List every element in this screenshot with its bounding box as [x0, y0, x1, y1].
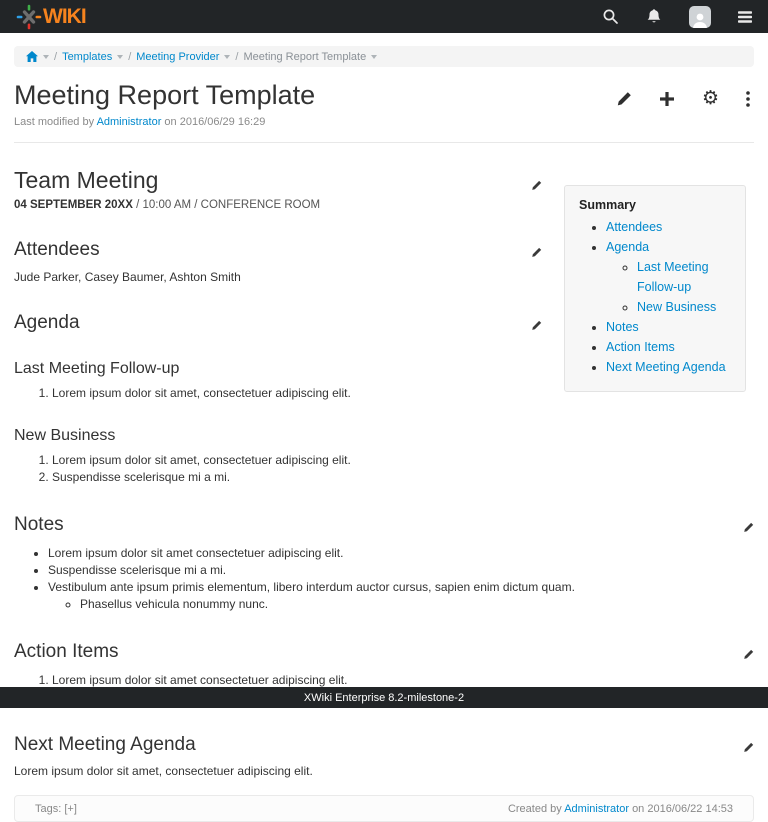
list-item: 1. Lorem ipsum dolor sit amet, consectetuer adipiscing elit.	[52, 452, 754, 469]
heading-new-business: New Business	[14, 426, 116, 444]
section-edit-pencil-icon[interactable]	[531, 241, 542, 265]
list-item: 1. Lorem ipsum dolor sit amet, consectetuer adipiscing elit.	[52, 385, 754, 402]
user-avatar[interactable]	[689, 6, 711, 28]
heading-team-meeting: Team Meeting	[14, 167, 754, 195]
summary-link-attendees[interactable]: • Attendees	[606, 217, 739, 237]
list-item: 2. Suspendisse scelerisque mi a mi.	[52, 469, 754, 486]
summary-link-last-meeting-follow-up[interactable]: ◦ Last Meeting Follow-up	[637, 257, 739, 297]
summary-link-agenda[interactable]: • Agenda ◦ Last Meeting Follow-up ◦ New Business	[606, 237, 739, 317]
breadcrumb-link[interactable]: Templates	[62, 50, 113, 63]
header-divider	[14, 142, 754, 143]
last-modified-line: Last modified by Administrator on 2016/06/29 16:29	[14, 115, 266, 128]
section-edit-pencil-icon[interactable]	[531, 314, 542, 338]
summary-panel	[564, 185, 746, 392]
list-item: • Vestibulum ante ipsum primis elementum, libero interdum auctor cursus, sapien enim dictum quam. ◦ Phasellus vehicula nonummy nunc.	[48, 579, 754, 613]
chevron-down-icon[interactable]	[371, 55, 377, 59]
heading-last-meeting-follow-up: Last Meeting Follow-up	[14, 359, 180, 377]
avatar-image	[689, 6, 711, 28]
list-item: • Suspendisse scelerisque mi a mi.	[48, 562, 754, 579]
summary-title: Summary	[579, 197, 636, 212]
heading-action-items: Action Items	[14, 640, 754, 664]
modified-by-user-link[interactable]: Administrator	[96, 115, 162, 128]
chevron-down-icon[interactable]	[224, 55, 230, 59]
chevron-down-icon[interactable]	[43, 55, 49, 59]
xwiki-logo[interactable]	[16, 4, 86, 30]
list-item: 1. Lorem ipsum dolor sit amet consectetuer adipiscing elit.	[52, 672, 754, 689]
page-title: Meeting Report Template	[14, 80, 316, 110]
chevron-down-icon[interactable]	[117, 55, 123, 59]
meeting-date-line: 04 SEPTEMBER 20XX / 10:00 AM / CONFERENCE ROOM	[14, 199, 321, 212]
breadcrumb-item-current: Meeting Report Template	[243, 51, 377, 63]
tags-label: Tags:	[35, 802, 62, 815]
add-tag-button[interactable]: [+]	[64, 802, 77, 815]
xwiki-logo-text: WIKI	[43, 5, 86, 28]
version-text: XWiki Enterprise 8.2-milestone-2	[303, 691, 465, 704]
notifications-bell-icon[interactable]	[646, 8, 662, 25]
heading-attendees: Attendees	[14, 238, 754, 262]
next-meeting-text: Lorem ipsum dolor sit amet, consectetuer adipiscing elit.	[14, 764, 313, 779]
settings-gear-icon[interactable]: ⚙	[701, 88, 719, 109]
attendees-names: Jude Parker, Casey Baumer, Ashton Smith	[14, 270, 241, 285]
more-options-kebab-icon[interactable]	[746, 91, 750, 107]
create-plus-button[interactable]	[659, 91, 675, 107]
heading-agenda: Agenda	[14, 311, 754, 335]
section-edit-pencil-icon[interactable]	[743, 643, 754, 667]
home-icon	[26, 51, 38, 62]
breadcrumb-link[interactable]: Meeting Provider	[136, 50, 220, 63]
summary-link-new-business[interactable]: ◦ New Business	[637, 297, 739, 317]
xwiki-x-mark-icon	[16, 4, 42, 30]
version-footer-bar	[0, 687, 768, 708]
breadcrumb: / Templates / Meeting Provider / Meeting Report Template	[14, 46, 754, 67]
created-by-line: Created by Administrator on 2016/06/22 14:53	[507, 802, 733, 815]
breadcrumb-home-link[interactable]	[26, 51, 49, 62]
top-navbar	[0, 0, 768, 33]
document-footer	[14, 795, 754, 822]
notes-list	[14, 545, 754, 613]
menu-hamburger-icon[interactable]	[738, 11, 752, 23]
heading-notes: Notes	[14, 513, 754, 537]
breadcrumb-item-templates[interactable]	[62, 51, 123, 63]
summary-link-action-items[interactable]: • Action Items	[606, 337, 739, 357]
summary-link-notes[interactable]: • Notes	[606, 317, 739, 337]
tags-area	[35, 803, 77, 815]
notes-sublist	[48, 596, 754, 613]
section-edit-pencil-icon[interactable]	[531, 170, 542, 198]
list-item: • Lorem ipsum dolor sit amet consectetuer adipiscing elit.	[48, 545, 754, 562]
new-business-list	[14, 452, 754, 486]
breadcrumb-item-meeting-provider[interactable]	[136, 51, 230, 63]
list-item: ◦ Phasellus vehicula nonummy nunc.	[80, 596, 754, 613]
heading-next-meeting-agenda: Next Meeting Agenda	[14, 733, 754, 757]
search-icon[interactable]	[602, 8, 619, 25]
created-by-user-link[interactable]: Administrator	[564, 802, 629, 815]
section-edit-pencil-icon[interactable]	[743, 736, 754, 760]
edit-pencil-button[interactable]	[616, 91, 632, 107]
summary-link-next-meeting-agenda[interactable]: • Next Meeting Agenda	[606, 357, 739, 377]
section-edit-pencil-icon[interactable]	[743, 516, 754, 540]
